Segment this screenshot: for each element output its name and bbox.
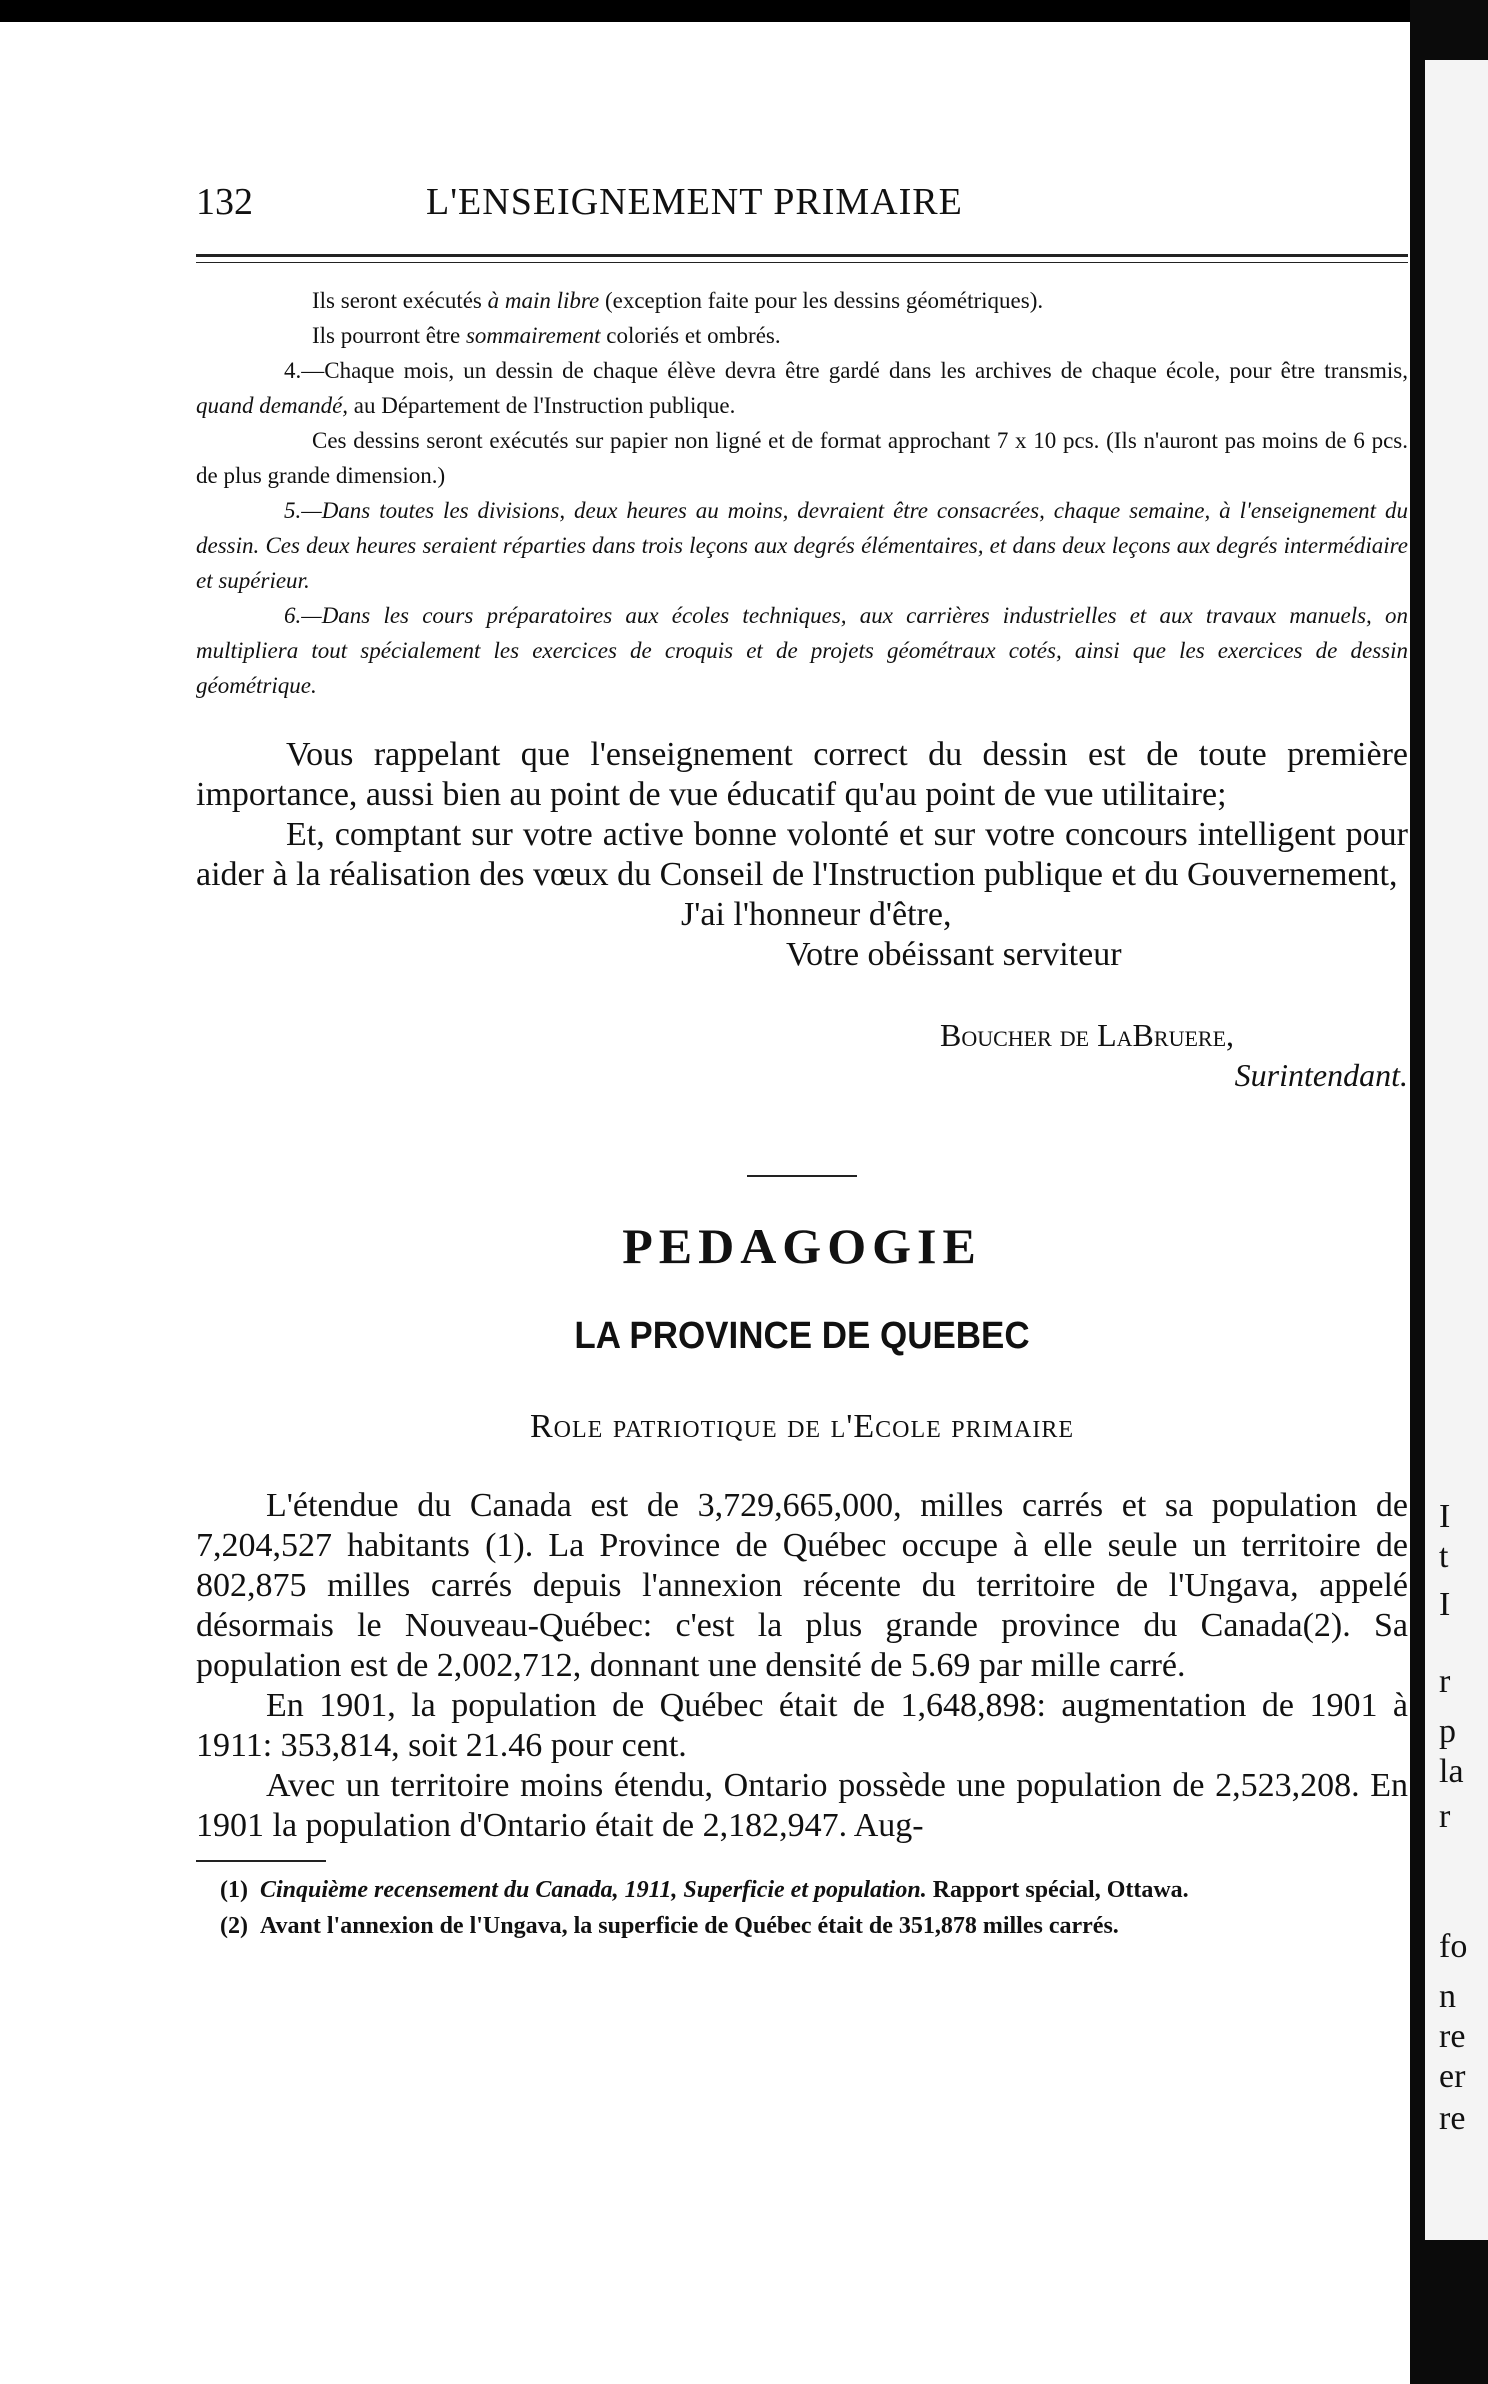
section-subtitle: LA PROVINCE DE QUEBEC [574,1315,1030,1357]
footnote: (2) Avant l'annexion de l'Ungava, la superficie de Québec était de 351,878 milles carrés. [220,1913,1119,1939]
rule-item-4: 4.—Chaque mois, un dessin de chaque élève devra être gardé dans les archives de chaque école, pour être transmis, quand demandé, au Département de l'Instruction publique. [196,358,1408,418]
footnotes [196,1876,1408,1940]
section-divider [747,1175,857,1177]
adjacent-letter: r [1439,1798,1451,1835]
article-body [196,1486,1408,1846]
letter-closing: Votre obéissant serviteur [786,936,1122,973]
page-number: 132 [196,181,253,223]
adjacent-letter: re [1439,2018,1466,2055]
section-title: PEDAGOGIE [622,1218,982,1274]
footnote: (1) Cinquième recensement du Canada, 1911, Superficie et population. Rapport spécial, Ottawa. [220,1877,1189,1903]
drawing-rules [196,283,1408,703]
adjacent-letter: I [1439,1586,1451,1623]
adjacent-letter: la [1439,1753,1464,1790]
adjacent-letter: n [1439,1978,1456,2015]
adjacent-letter: r [1439,1663,1451,1700]
footnote-rule [196,1860,326,1862]
rule-line: Ils seront exécutés à main libre (exception faite pour les dessins géométriques). [312,288,1044,313]
article-heading: Role patriotique de l'Ecole primaire [529,1408,1074,1445]
page-header [196,180,1408,240]
adjacent-letter: er [1439,2058,1466,2095]
letter-closing: J'ai l'honneur d'être, [681,896,952,933]
book-page [196,180,1408,1948]
article-paragraph: En 1901, la population de Québec était de 1,648,898: augmentation de 1901 à 1911: 353,814, soit 21.46 pour cent. [196,1687,1408,1764]
letter-paragraph: Vous rappelant que l'enseignement correct du dessin est de toute première importance, aussi bien au point de vue éducatif qu'au point de vue utilitaire; [196,736,1408,813]
running-title: L'ENSEIGNEMENT PRIMAIRE [426,181,963,223]
rule-item-6: 6.—Dans les cours préparatoires aux écoles techniques, aux carrières industrielles et aux travaux manuels, on multipliera tout spécialement les exercices de croquis et de projets géométraux cotés, ainsi que les exercices de dessin géométrique. [196,603,1408,698]
article-paragraph: L'étendue du Canada est de 3,729,665,000, milles carrés et sa population de 7,204,527 habitants (1). La Province de Québec occupe à elle seule un territoire de 802,875 milles carrés depuis l'annexion récente du territoire de l'Ungava, appelé désormais le Nouveau-Québec: c'est la plus grande province du Canada(2). Sa population est de 2,002,712, donnant une densité de 5.69 par mille carré. [196,1487,1408,1684]
letter-paragraph: Et, comptant sur votre active bonne volonté et sur votre concours intelligent pour aider à la réalisation des vœux du Conseil de l'Instruction publique et du Gouvernement, [196,816,1408,893]
adjacent-page-strip [1425,60,1488,2240]
letter-body [196,735,1408,895]
rule-item-5: 5.—Dans toutes les divisions, deux heures au moins, devraient être consacrées, chaque semaine, à l'enseignement du dessin. Ces deux heures seraient réparties dans trois leçons aux degrés élémentaires, et dans deux leçons aux degrés intermédiaire et supérieur. [196,498,1408,593]
article-paragraph: Avec un territoire moins étendu, Ontario possède une population de 2,523,208. En 1901 la population d'Ontario était de 2,182,947. Aug- [196,1767,1408,1844]
signature: Boucher de LaBruere, [940,1017,1235,1053]
adjacent-letter: re [1439,2100,1466,2137]
rule-line: Ils pourront être sommairement coloriés et ombrés. [312,323,781,348]
adjacent-letter: p [1439,1713,1456,1750]
scan-top-border [0,0,1488,22]
adjacent-letter: t [1439,1538,1449,1575]
header-rule [196,254,1408,263]
adjacent-letter: I [1439,1498,1451,1535]
adjacent-letter: fo [1439,1928,1468,1965]
rule-item-4-detail: Ces dessins seront exécutés sur papier non ligné et de format approchant 7 x 10 pcs. (Ils n'auront pas moins de 6 pcs. de plus grande dimension.) [196,428,1408,488]
signature-title: Surintendant. [1234,1057,1408,1093]
